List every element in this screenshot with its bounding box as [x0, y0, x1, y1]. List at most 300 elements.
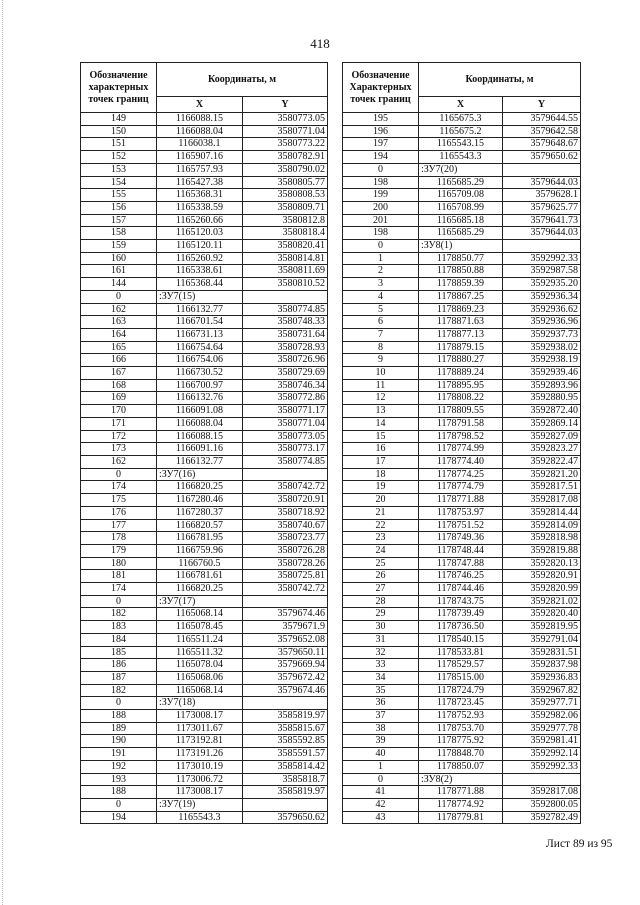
point-number: 150	[81, 125, 157, 138]
coord-x: 1166754.64	[157, 341, 243, 354]
coord-y: 3580728.93	[243, 341, 328, 354]
coord-x: 1165543.15	[419, 138, 503, 151]
coord-y: 3579652.08	[243, 633, 328, 646]
point-number: 19	[343, 481, 419, 494]
coord-y	[243, 595, 328, 608]
table-row	[81, 201, 328, 214]
coord-y: 3592820.13	[503, 557, 581, 570]
table-row	[343, 697, 581, 710]
point-number: 196	[343, 125, 419, 138]
point-number: 2	[343, 265, 419, 278]
table-row	[343, 354, 581, 367]
coord-x: 1166701.54	[157, 316, 243, 329]
coord-x: 1173010.19	[157, 760, 243, 773]
table-row	[343, 557, 581, 570]
point-number: 187	[81, 671, 157, 684]
header-point: Обозначение характерных точек границ	[81, 63, 157, 113]
table-row	[81, 608, 328, 621]
table-row	[81, 710, 328, 723]
coord-y: 3592818.98	[503, 532, 581, 545]
coord-y: 3592935.20	[503, 278, 581, 291]
table-body-left	[81, 113, 328, 824]
coord-x: 1178779.81	[419, 811, 503, 824]
point-number: 3	[343, 278, 419, 291]
point-number: 178	[81, 532, 157, 545]
point-number: 157	[81, 214, 157, 227]
coord-x: 1178877.13	[419, 328, 503, 341]
coord-y	[503, 163, 581, 176]
coord-x: 1178798.52	[419, 430, 503, 443]
point-number: 33	[343, 659, 419, 672]
coord-y: 3592821.20	[503, 468, 581, 481]
coord-x: 1178809.55	[419, 405, 503, 418]
coord-x: 1173008.17	[157, 710, 243, 723]
coord-y: 3579628.1	[503, 189, 581, 202]
point-number: 153	[81, 163, 157, 176]
coord-y: 3585818.7	[243, 773, 328, 786]
coord-y: 3579650.62	[503, 151, 581, 164]
coord-x: 1178746.25	[419, 570, 503, 583]
table-row	[81, 240, 328, 253]
coord-x: 1166088.04	[157, 417, 243, 430]
table-row	[343, 379, 581, 392]
point-number: 0	[343, 163, 419, 176]
table-row	[343, 176, 581, 189]
coord-y: 3592872.40	[503, 405, 581, 418]
table-row	[81, 265, 328, 278]
table-row	[343, 367, 581, 380]
point-number: 25	[343, 557, 419, 570]
point-number: 41	[343, 786, 419, 799]
point-number: 154	[81, 176, 157, 189]
point-number: 189	[81, 722, 157, 735]
coord-y: 3585819.97	[243, 786, 328, 799]
coord-y: 3592981.41	[503, 735, 581, 748]
point-number: 169	[81, 392, 157, 405]
coord-y: 3579644.03	[503, 227, 581, 240]
coord-x: 1166132.77	[157, 303, 243, 316]
table-row	[81, 227, 328, 240]
sheet-footer: Лист 89 из 95	[546, 838, 613, 850]
table-row	[81, 163, 328, 176]
coord-x: 1166088.15	[157, 113, 243, 126]
coord-x: 1165068.14	[157, 608, 243, 621]
table-row	[343, 417, 581, 430]
coord-y: 3585591.57	[243, 748, 328, 761]
table-row	[343, 430, 581, 443]
margin-line	[2, 0, 4, 905]
table-row	[81, 125, 328, 138]
point-number: 198	[343, 176, 419, 189]
coord-y: 3580725.81	[243, 570, 328, 583]
point-number: 31	[343, 633, 419, 646]
point-number: 28	[343, 595, 419, 608]
point-number: 188	[81, 710, 157, 723]
coord-y: 3580726.28	[243, 544, 328, 557]
table-row	[81, 621, 328, 634]
coord-x: 1165675.3	[419, 113, 503, 126]
coord-y: 3580742.72	[243, 481, 328, 494]
coord-x: 1178723.45	[419, 697, 503, 710]
coord-y: 3592800.05	[503, 798, 581, 811]
coord-x: 1166820.25	[157, 583, 243, 596]
point-number: 1	[343, 760, 419, 773]
point-number: 14	[343, 417, 419, 430]
coord-y: 3579644.03	[503, 176, 581, 189]
coord-y: 3592987.58	[503, 265, 581, 278]
coord-x: 1178775.92	[419, 735, 503, 748]
point-number: 26	[343, 570, 419, 583]
coord-x: 1166759.96	[157, 544, 243, 557]
coord-x: 1165511.32	[157, 646, 243, 659]
table-row	[81, 595, 328, 608]
point-number: 195	[343, 113, 419, 126]
table-row	[343, 570, 581, 583]
coord-x: 1178540.15	[419, 633, 503, 646]
table-row	[81, 392, 328, 405]
header-y: Y	[503, 97, 581, 113]
table-row	[343, 494, 581, 507]
table-row	[81, 786, 328, 799]
parcel-label: :ЗУ8(1)	[419, 240, 503, 253]
coord-y: 3585815.67	[243, 722, 328, 735]
coord-x: 1178515.00	[419, 671, 503, 684]
coord-x: 1178774.99	[419, 443, 503, 456]
coord-x: 1178774.25	[419, 468, 503, 481]
point-number: 170	[81, 405, 157, 418]
coord-y: 3592869.14	[503, 417, 581, 430]
coord-x: 1165368.31	[157, 189, 243, 202]
point-number: 10	[343, 367, 419, 380]
point-number: 163	[81, 316, 157, 329]
point-number: 0	[81, 290, 157, 303]
coord-y: 3579674.46	[243, 684, 328, 697]
coord-y	[243, 798, 328, 811]
table-row	[343, 760, 581, 773]
point-number: 16	[343, 443, 419, 456]
table-row	[81, 354, 328, 367]
coord-x: 1167280.37	[157, 506, 243, 519]
table-row	[81, 773, 328, 786]
table-row	[343, 214, 581, 227]
point-number: 161	[81, 265, 157, 278]
coord-y: 3592936.62	[503, 303, 581, 316]
table-row	[343, 532, 581, 545]
coord-y: 3579672.42	[243, 671, 328, 684]
parcel-label: :ЗУ7(19)	[157, 798, 243, 811]
coord-y: 3579625.77	[503, 201, 581, 214]
table-row	[343, 240, 581, 253]
coord-x: 1166730.52	[157, 367, 243, 380]
point-number: 35	[343, 684, 419, 697]
coord-y: 3585814.42	[243, 760, 328, 773]
table-row	[343, 125, 581, 138]
header-x: X	[157, 97, 243, 113]
table-row	[343, 189, 581, 202]
table-row	[81, 176, 328, 189]
point-number: 144	[81, 278, 157, 291]
coord-y: 3592992.14	[503, 748, 581, 761]
coord-x: 1165708.99	[419, 201, 503, 214]
coord-y	[243, 468, 328, 481]
point-number: 186	[81, 659, 157, 672]
table-row	[343, 303, 581, 316]
coord-x: 1166820.57	[157, 519, 243, 532]
parcel-label: :ЗУ7(17)	[157, 595, 243, 608]
point-number: 4	[343, 290, 419, 303]
table-row	[343, 646, 581, 659]
coord-x: 1165338.61	[157, 265, 243, 278]
coord-x: 1178724.79	[419, 684, 503, 697]
table-row	[343, 138, 581, 151]
coord-x: 1165543.3	[157, 811, 243, 824]
point-number: 198	[343, 227, 419, 240]
point-number: 38	[343, 722, 419, 735]
table-row	[81, 316, 328, 329]
table-row	[343, 583, 581, 596]
table-row	[343, 506, 581, 519]
table-row	[343, 392, 581, 405]
table-row	[81, 113, 328, 126]
point-number: 151	[81, 138, 157, 151]
coord-x: 1178739.49	[419, 608, 503, 621]
point-number: 190	[81, 735, 157, 748]
point-number: 11	[343, 379, 419, 392]
point-number: 34	[343, 671, 419, 684]
table-row	[343, 748, 581, 761]
point-number: 156	[81, 201, 157, 214]
coord-y: 3592814.09	[503, 519, 581, 532]
table-row	[343, 290, 581, 303]
coord-x: 1178774.92	[419, 798, 503, 811]
point-number: 171	[81, 417, 157, 430]
coord-y	[503, 240, 581, 253]
table-row	[343, 443, 581, 456]
coordinates-table-left	[80, 62, 328, 824]
table-row	[81, 214, 328, 227]
coord-y: 3580742.72	[243, 583, 328, 596]
point-number: 36	[343, 697, 419, 710]
table-row	[343, 811, 581, 824]
point-number: 177	[81, 519, 157, 532]
coord-y: 3579674.46	[243, 608, 328, 621]
coord-x: 1178850.77	[419, 252, 503, 265]
coord-x: 1178747.88	[419, 557, 503, 570]
coord-y: 3592992.33	[503, 252, 581, 265]
table-row	[81, 811, 328, 824]
coord-x: 1165685.18	[419, 214, 503, 227]
coord-y: 3592817.08	[503, 494, 581, 507]
table-row	[81, 646, 328, 659]
coord-y: 3592893.96	[503, 379, 581, 392]
point-number: 172	[81, 430, 157, 443]
table-row	[343, 786, 581, 799]
point-number: 175	[81, 494, 157, 507]
coord-y: 3580773.22	[243, 138, 328, 151]
table-row	[343, 481, 581, 494]
coord-x: 1178869.23	[419, 303, 503, 316]
point-number: 181	[81, 570, 157, 583]
coord-x: 1165907.16	[157, 151, 243, 164]
table-row	[343, 201, 581, 214]
coord-y: 3580808.53	[243, 189, 328, 202]
coord-y: 3580771.04	[243, 125, 328, 138]
coordinates-table-right	[342, 62, 581, 824]
point-number: 24	[343, 544, 419, 557]
coord-y: 3579669.94	[243, 659, 328, 672]
point-number: 8	[343, 341, 419, 354]
table-row	[343, 468, 581, 481]
table-row	[343, 595, 581, 608]
coord-y: 3585819.97	[243, 710, 328, 723]
point-number: 23	[343, 532, 419, 545]
point-number: 37	[343, 710, 419, 723]
table-row	[81, 468, 328, 481]
table-row	[81, 570, 328, 583]
table-row	[81, 583, 328, 596]
point-number: 0	[343, 240, 419, 253]
coord-x: 1166781.95	[157, 532, 243, 545]
point-number: 27	[343, 583, 419, 596]
coord-y: 3579648.67	[503, 138, 581, 151]
coord-y: 3592819.95	[503, 621, 581, 634]
table-row	[343, 722, 581, 735]
coord-y: 3592820.99	[503, 583, 581, 596]
coord-x: 1166820.25	[157, 481, 243, 494]
point-number: 13	[343, 405, 419, 418]
coord-y: 3592817.51	[503, 481, 581, 494]
table-row	[81, 379, 328, 392]
table-row	[81, 252, 328, 265]
coord-x: 1166091.08	[157, 405, 243, 418]
coord-y: 3592936.34	[503, 290, 581, 303]
table-row	[343, 519, 581, 532]
coord-y: 3580810.52	[243, 278, 328, 291]
coord-y: 3580728.26	[243, 557, 328, 570]
coord-y: 3592938.02	[503, 341, 581, 354]
coord-x: 1178751.52	[419, 519, 503, 532]
coord-x: 1166088.04	[157, 125, 243, 138]
coord-x: 1166731.13	[157, 328, 243, 341]
coord-y: 3592822.47	[503, 455, 581, 468]
table-row	[81, 544, 328, 557]
point-number: 176	[81, 506, 157, 519]
coord-y: 3579644.55	[503, 113, 581, 126]
table-row	[81, 748, 328, 761]
table-row	[343, 341, 581, 354]
table-row	[343, 671, 581, 684]
coord-x: 1178880.27	[419, 354, 503, 367]
coord-x: 1178753.97	[419, 506, 503, 519]
point-number: 193	[81, 773, 157, 786]
coord-x: 1178871.63	[419, 316, 503, 329]
table-row	[81, 417, 328, 430]
point-number: 155	[81, 189, 157, 202]
table-row	[81, 494, 328, 507]
point-number: 39	[343, 735, 419, 748]
point-number: 197	[343, 138, 419, 151]
table-row	[343, 621, 581, 634]
coord-y: 3580811.69	[243, 265, 328, 278]
table-row	[81, 341, 328, 354]
coord-y: 3580720.91	[243, 494, 328, 507]
coord-y	[243, 290, 328, 303]
coord-x: 1178752.93	[419, 710, 503, 723]
point-number: 1	[343, 252, 419, 265]
table-row	[81, 519, 328, 532]
coord-y: 3592782.49	[503, 811, 581, 824]
point-number: 17	[343, 455, 419, 468]
coord-y: 3592977.71	[503, 697, 581, 710]
point-number: 0	[343, 773, 419, 786]
coord-x: 1178529.57	[419, 659, 503, 672]
coord-x: 1166760.5	[157, 557, 243, 570]
coord-x: 1178774.79	[419, 481, 503, 494]
coord-y: 3580771.17	[243, 405, 328, 418]
point-number: 166	[81, 354, 157, 367]
point-number: 180	[81, 557, 157, 570]
parcel-label: :ЗУ7(16)	[157, 468, 243, 481]
table-row	[343, 151, 581, 164]
coord-y: 3580729.69	[243, 367, 328, 380]
point-number: 185	[81, 646, 157, 659]
table-row	[81, 671, 328, 684]
coord-y: 3592982.06	[503, 710, 581, 723]
point-number: 0	[81, 798, 157, 811]
point-number: 191	[81, 748, 157, 761]
table-row	[81, 697, 328, 710]
coord-x: 1166091.16	[157, 443, 243, 456]
coord-y: 3580746.34	[243, 379, 328, 392]
coord-x: 1165078.04	[157, 659, 243, 672]
coord-x: 1165511.24	[157, 633, 243, 646]
coord-x: 1166132.76	[157, 392, 243, 405]
coord-x: 1178748.44	[419, 544, 503, 557]
point-number: 158	[81, 227, 157, 240]
coord-y: 3592831.51	[503, 646, 581, 659]
parcel-label: :ЗУ7(15)	[157, 290, 243, 303]
point-number: 159	[81, 240, 157, 253]
point-number: 174	[81, 583, 157, 596]
coord-y: 3592827.09	[503, 430, 581, 443]
coord-x: 1178850.07	[419, 760, 503, 773]
table-body-right	[343, 113, 581, 824]
table-row	[81, 443, 328, 456]
point-number: 152	[81, 151, 157, 164]
point-number: 184	[81, 633, 157, 646]
table-row	[81, 798, 328, 811]
parcel-label: :ЗУ8(2)	[419, 773, 503, 786]
table-row	[343, 608, 581, 621]
coord-x: 1167280.46	[157, 494, 243, 507]
coord-x: 1165068.14	[157, 684, 243, 697]
coord-x: 1173008.17	[157, 786, 243, 799]
coord-y: 3580790.02	[243, 163, 328, 176]
coord-y: 3580809.71	[243, 201, 328, 214]
coord-y: 3585592.85	[243, 735, 328, 748]
coord-x: 1178771.88	[419, 786, 503, 799]
coord-x: 1165078.45	[157, 621, 243, 634]
table-row	[343, 710, 581, 723]
coord-x: 1166700.97	[157, 379, 243, 392]
table-row	[81, 303, 328, 316]
table-row	[81, 189, 328, 202]
coord-y: 3580820.41	[243, 240, 328, 253]
coord-y: 3592939.46	[503, 367, 581, 380]
coord-y: 3592936.96	[503, 316, 581, 329]
coord-y: 3580774.85	[243, 455, 328, 468]
table-row	[81, 405, 328, 418]
